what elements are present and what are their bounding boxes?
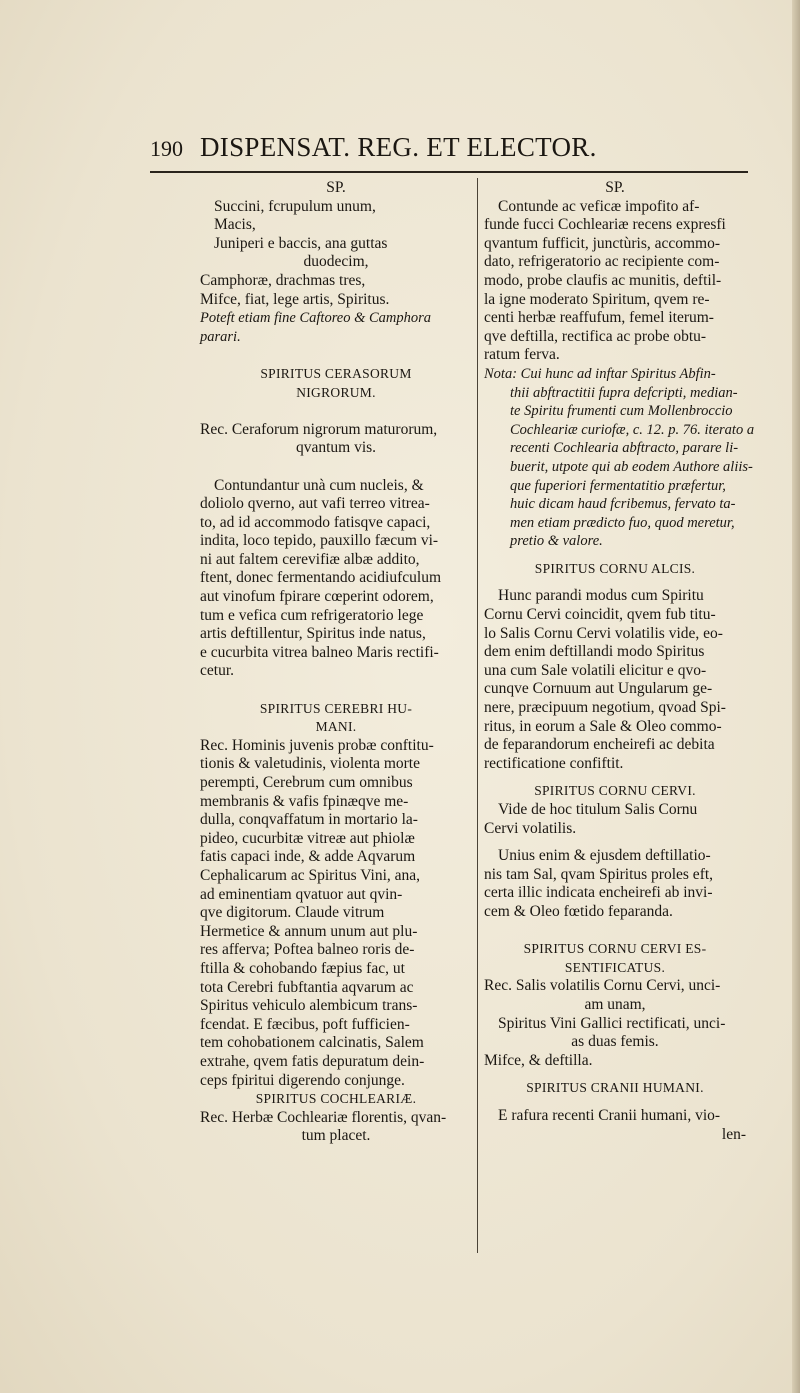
text-line: Rec. Salis volatilis Cornu Cervi, unci- [484, 977, 721, 995]
text-line: artis deftillentur, Spiritus inde natus, [200, 625, 426, 643]
text-line: ritus, in eorum a Sale & Oleo commo- [484, 717, 722, 735]
text-line: Camphoræ, drachmas tres, [200, 271, 366, 289]
line-gap [484, 838, 746, 847]
text-line: Contunde ac veficæ impofito af- [498, 197, 700, 215]
text-line: cetur. [200, 662, 234, 680]
text-line: SPIRITUS COCHLEARIÆ. [255, 1091, 417, 1107]
text-line: dulla, conqvaffatum in mortario la- [200, 811, 418, 829]
text-line: cem & Oleo fœtido feparanda. [484, 902, 673, 920]
text-line: Rec. Ceraforum nigrorum maturorum, [200, 420, 438, 438]
line-gap [484, 578, 746, 587]
header-rule [150, 171, 748, 173]
text-line: Hermetice & annum unum aut plu- [200, 922, 418, 940]
text-line: nere, præcipuum negotium, qvoad Spi- [484, 699, 726, 717]
text-line: qvantum vis. [295, 439, 377, 457]
text-line: tota Cerebri fubftantia aqvarum ac [200, 978, 414, 996]
text-line: SPIRITUS CORNU CERVI ES- [523, 941, 707, 957]
text-line: Rec. Herbæ Cochleariæ florentis, qvan- [200, 1108, 447, 1126]
text-line: SPIRITUS CERASORUM [260, 365, 412, 381]
text-line: MANI. [315, 719, 357, 735]
text-line: membranis & vafis fpinæqve me- [200, 792, 409, 810]
text-line: que fuperiori fermentatitio præfertur, [510, 477, 726, 494]
text-line: as duas femis. [571, 1033, 659, 1051]
text-line: ad eminentiam qvatuor aut qvin- [200, 885, 403, 903]
text-line: Mifce, & deftilla. [484, 1051, 593, 1069]
text-line: SPIRITUS CEREBRI HU- [259, 700, 413, 716]
line-gap [484, 551, 746, 560]
text-line: SP. [605, 179, 625, 196]
text-line: Juniperi e baccis, ana guttas [214, 234, 388, 252]
text-line: qvantum fufficit, junctùris, accommo- [484, 234, 721, 252]
text-line: Unius enim & ejusdem deftillatio- [498, 847, 711, 865]
text-line: E rafura recenti Cranii humani, vio- [498, 1106, 721, 1124]
text-line: SP. [326, 179, 346, 196]
text-line: tem cohobationem calcinatis, Salem [200, 1034, 424, 1052]
text-line: Mifce, fiat, lege artis, Spiritus. [200, 290, 390, 308]
running-title: DISPENSAT. REG. ET ELECTOR. [200, 132, 597, 162]
text-line: recenti Cochlearia abftracto, parare li- [510, 440, 739, 457]
line-gap [484, 773, 746, 782]
text-line: tum placet. [301, 1127, 371, 1145]
text-line: doliolo qverno, aut vafi terreo vitrea- [200, 495, 430, 513]
text-line: ceps fpiritui digerendo conjunge. [200, 1071, 405, 1089]
text-line: fatis capaci inde, & adde Aqvarum [200, 848, 416, 866]
text-line: thii abftractitii fupra defcripti, median- [510, 384, 738, 401]
text-line: la igne moderato Spiritum, qvem re- [484, 290, 710, 308]
text-line: aut vinofum fpirare cœperint odorem, [200, 588, 434, 606]
text-line: ratum ferva. [484, 346, 560, 364]
text-line: de feparandorum encheirefi ac debita [484, 736, 715, 754]
text-line: SENTIFICATUS. [564, 959, 666, 975]
text-line: Hunc parandi modus cum Spiritu [498, 587, 704, 605]
text-line: to, ad id accommodo fatisqve capaci, [200, 513, 431, 531]
text-line: una cum Sale volatili elicitur e qvo- [484, 661, 707, 679]
text-line: parari. [200, 328, 241, 345]
text-line: duodecim, [303, 253, 369, 271]
text-line: Cephalicarum ac Spiritus Vini, ana, [200, 866, 421, 884]
line-gap [200, 402, 472, 421]
text-line: Spiritus vehiculo alembicum trans- [200, 997, 418, 1015]
text-line: Cervi volatilis. [484, 819, 577, 837]
text-line: cunqve Cornuum aut Ungularum ge- [484, 680, 713, 698]
text-line: Nota: Cui hunc ad inftar Spiritus Abfin- [484, 365, 716, 382]
text-line: fcendat. E fæcibus, poft fufficien- [200, 1015, 410, 1033]
text-line: Rec. Hominis juvenis probæ conftitu- [200, 736, 434, 754]
text-line: len- [721, 1125, 746, 1143]
line-gap [200, 346, 472, 365]
text-line: Contundantur unà cum nucleis, & [214, 476, 424, 494]
text-line: qve digitorum. Claude vitrum [200, 904, 385, 922]
text-line: modo, probe claufis ac munitis, deftil- [484, 271, 722, 289]
page-number: 190 [150, 136, 183, 161]
right-column [484, 179, 755, 1144]
text-line: funde fucci Cochleariæ recens expresfi [484, 216, 726, 234]
text-line: centi herbæ reaffufum, femel iterum- [484, 309, 714, 327]
text-line: men etiam prædicto fuo, quod meretur, [510, 514, 735, 531]
text-line: huic dicam haud fcribemus, fervato ta- [510, 496, 736, 513]
text-line: e cucurbita vitrea balneo Maris rectifi- [200, 643, 439, 661]
text-line: extrahe, qvem fatis depuratum dein- [200, 1052, 425, 1070]
text-line: certa illic indicata encheirefi ab invi- [484, 884, 713, 902]
text-line: Poteft etiam fine Caftoreo & Camphora [200, 310, 432, 327]
text-line: am unam, [584, 995, 646, 1013]
text-line: SPIRITUS CORNU CERVI. [534, 783, 696, 799]
text-line: tionis & valetudinis, violenta morte [200, 755, 420, 773]
text-line: Cochleariæ curiofæ, c. 12. p. 76. iterato a [510, 421, 755, 438]
text-line: ni aut faltem cerevifiæ albæ addito, [200, 550, 420, 568]
line-gap [200, 681, 472, 700]
line-gap [200, 458, 472, 477]
text-line: qve deftilla, rectifica ac probe obtu- [484, 327, 707, 345]
text-line: ftilla & cohobando fæpius fac, ut [200, 959, 405, 977]
text-line: dato, refrigeratorio ac recipiente com- [484, 253, 720, 271]
text-line: tum e vefica cum refrigeratorio lege [200, 606, 424, 624]
text-line: dem enim deftillandi modo Spiritus [484, 643, 705, 661]
text-line: indita, loco tepido, pauxillo fæcum vi- [200, 532, 439, 550]
text-line: ftent, donec fermentando acidiufculum [200, 569, 442, 587]
text-line: rectificatione confiftit. [484, 754, 624, 772]
text-line: pideo, cucurbitæ vitreæ aut phiolæ [200, 829, 415, 847]
left-column [200, 179, 472, 1146]
text-line: buerit, utpote qui ab eodem Authore aliis- [510, 458, 753, 475]
text-line: Spiritus Vini Gallici rectificati, unci- [498, 1014, 726, 1032]
text-line: Vide de hoc titulum Salis Cornu [498, 801, 698, 818]
line-gap [484, 1070, 746, 1079]
page-edge [792, 0, 800, 1393]
text-line: lo Salis Cornu Cervi volatilis vide, eo- [484, 624, 723, 642]
text-line: Succini, fcrupulum unum, [214, 197, 376, 215]
text-line: NIGRORUM. [296, 384, 376, 400]
line-gap [484, 1098, 746, 1107]
text-line: perempti, Cerebrum cum omnibus [200, 774, 413, 791]
text-line: Macis, [214, 216, 256, 234]
text-line: res afferva; Poftea balneo roris de- [200, 941, 415, 959]
text-line: SPIRITUS CRANII HUMANI. [526, 1080, 704, 1096]
running-header [150, 134, 750, 174]
text-line: te Spiritu frumenti cum Mollenbroccio [510, 403, 733, 420]
text-line: nis tam Sal, qvam Spiritus proles eft, [484, 865, 714, 883]
column-divider [477, 178, 478, 1253]
text-line: SPIRITUS CORNU ALCIS. [534, 560, 696, 576]
line-gap [484, 922, 746, 941]
text-line: Cornu Cervi coincidit, qvem fub titu- [484, 606, 716, 624]
text-line: pretio & valore. [510, 533, 603, 550]
